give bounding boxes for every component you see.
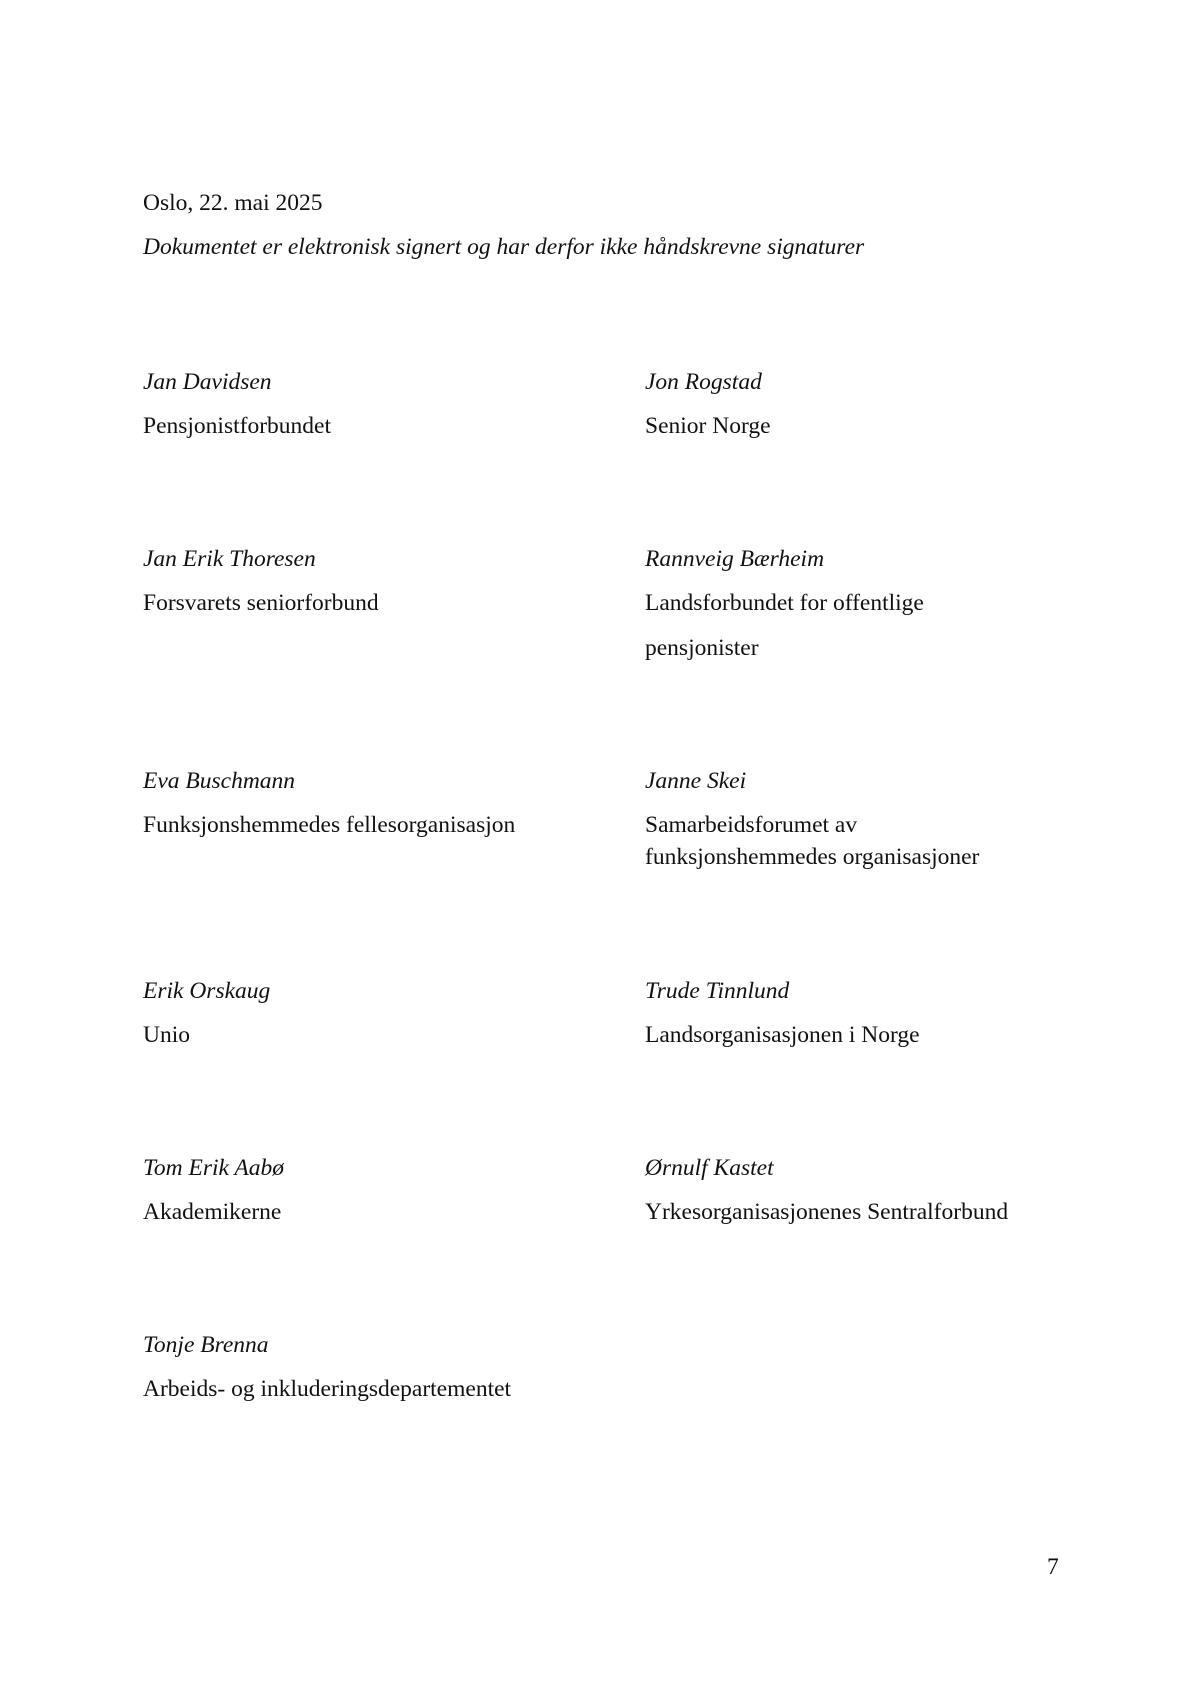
place-date: Oslo, 22. mai 2025 bbox=[143, 190, 323, 216]
signatory-organization: Landsforbundet for offentlige bbox=[645, 590, 924, 616]
signatory-name: Jan Erik Thoresen bbox=[143, 546, 316, 572]
signatory-name: Erik Orskaug bbox=[143, 978, 271, 1004]
signatory-name: Tonje Brenna bbox=[143, 1332, 269, 1358]
signatory-organization: Akademikerne bbox=[143, 1199, 282, 1225]
signatory-organization: Landsorganisasjonen i Norge bbox=[645, 1022, 920, 1048]
signatory-name: Jan Davidsen bbox=[143, 369, 272, 395]
signatory-organization: Pensjonistforbundet bbox=[143, 413, 331, 439]
signatory-name: Trude Tinnlund bbox=[645, 978, 790, 1004]
signatory-name: Ørnulf Kastet bbox=[645, 1155, 774, 1181]
signatory-organization: Samarbeidsforumet av bbox=[645, 812, 858, 838]
signatory-organization: Senior Norge bbox=[645, 413, 771, 439]
signatory-name: Rannveig Bærheim bbox=[645, 546, 825, 572]
signatory-organization: Yrkesorganisasjonenes Sentralforbund bbox=[645, 1199, 1009, 1225]
signatory-name: Tom Erik Aabø bbox=[143, 1155, 285, 1181]
signatory-name: Eva Buschmann bbox=[143, 768, 296, 794]
signatory-organization-continued: pensjonister bbox=[645, 635, 759, 661]
signatory-organization: Forsvarets seniorforbund bbox=[143, 590, 379, 616]
signatory-organization-continued: funksjonshemmedes organisasjoner bbox=[645, 844, 980, 870]
electronic-signature-notice: Dokumentet er elektronisk signert og har derfor ikke håndskrevne signaturer bbox=[143, 234, 865, 260]
signatory-organization: Arbeids- og inkluderingsdepartementet bbox=[143, 1376, 512, 1402]
signatory-name: Jon Rogstad bbox=[645, 369, 762, 395]
page-number: 7 bbox=[1047, 1554, 1059, 1580]
signatory-organization: Funksjonshemmedes fellesorganisasjon bbox=[143, 812, 516, 838]
signatory-organization: Unio bbox=[143, 1022, 190, 1048]
signatory-name: Janne Skei bbox=[645, 768, 747, 794]
